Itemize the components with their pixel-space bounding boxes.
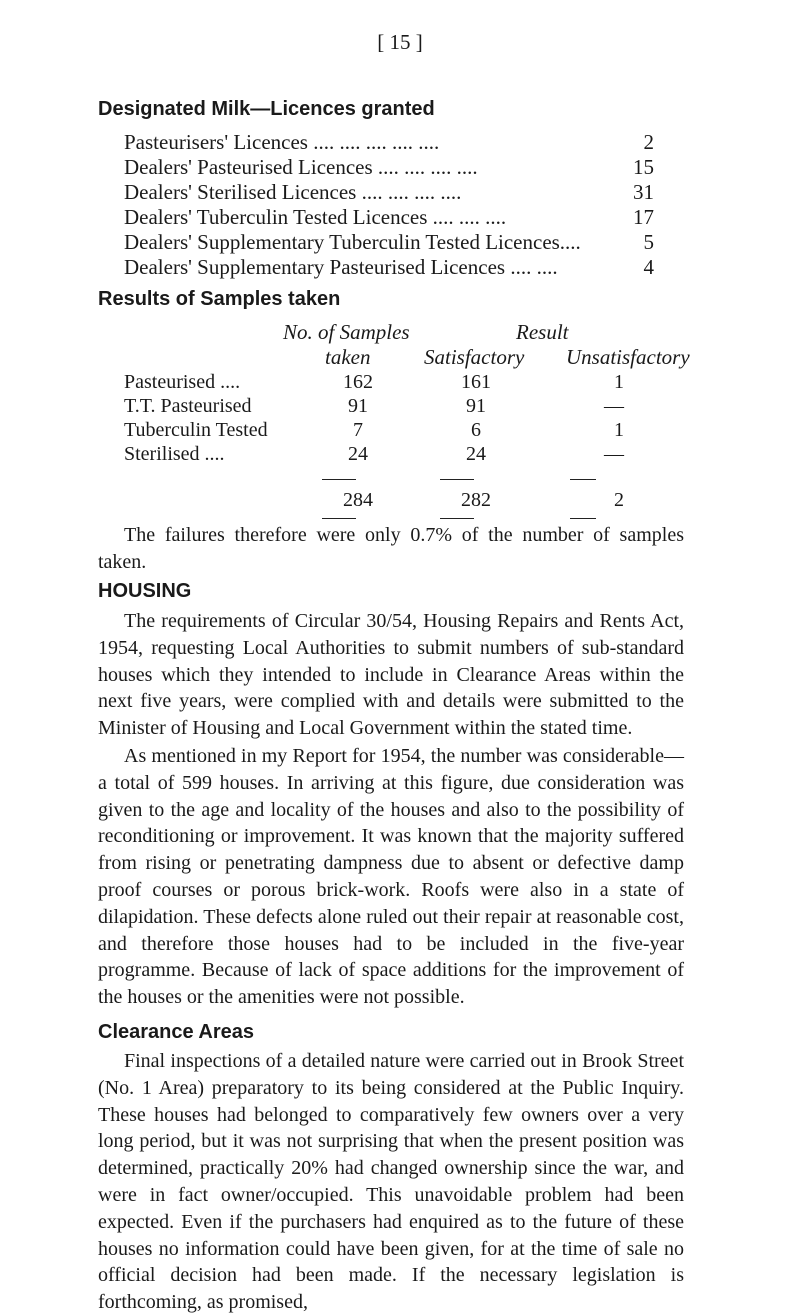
housing-heading: HOUSING bbox=[98, 580, 192, 602]
table-row bbox=[124, 442, 684, 466]
clearance-paragraph-1: Final inspections of a detailed nature were carried out in Brook Street (No. 1 Area) preparatory to its being considered at the Public Inquiry. These houses had belonged to comparatively few owners over a very long period, but it was not surprising that when the present position was determined, practically 20% had changed ownership since the war, and were in fact owner/occupied. This unavoidable problem had been expected. Even if the purchasers had enquired as to the future of these houses no information could have been given, for at the time of sale no official decision had been made. If the necessary legislation is forthcoming, as promised, bbox=[98, 1050, 684, 1314]
licence-count: 4 bbox=[643, 255, 654, 279]
housing-paragraph-1: The requirements of Circular 30/54, Housing Repairs and Rents Act, 1954, requesting Local Authorities to submit numbers of sub-standard houses which they intended to include in Clearance Areas within the next five years, were complied with and details were submitted to the Minister of Housing and Local Government within the stated time. bbox=[98, 610, 684, 740]
sample-unsatisfactory: 1 bbox=[614, 419, 624, 441]
total-rule-satisfactory bbox=[440, 479, 474, 480]
licence-label: Dealers' Pasteurised Licences .... .... .... .... bbox=[124, 155, 478, 179]
col-header-taken: taken bbox=[325, 345, 371, 369]
sample-unsatisfactory: — bbox=[604, 395, 624, 417]
licence-label: Dealers' Supplementary Pasteurised Licences .... .... bbox=[124, 255, 558, 279]
sample-type: T.T. Pasteurised bbox=[124, 395, 252, 417]
housing-paragraph-2: As mentioned in my Report for 1954, the number was considerable—a total of 599 houses. In arriving at this figure, due consideration was given to the age and locality of the houses and also to the possibility of reconditioning or improvement. It was known that the majority suffered from rising or penetrating dampness due to absent or defective damp proof courses or porous brick-work. Roofs were also in a state of dilapidation. These defects alone ruled out their repair at reasonable cost, and therefore those houses had to be included in the five-year programme. Because of lack of space additions for the improvement of the houses or the amenities were not possible. bbox=[98, 745, 684, 1009]
table-row bbox=[124, 370, 684, 394]
sample-type: Tuberculin Tested bbox=[124, 419, 268, 441]
licence-label: Dealers' Supplementary Tuberculin Tested Licences.... bbox=[124, 230, 581, 254]
sample-taken: 91 bbox=[348, 395, 368, 417]
licence-row bbox=[124, 230, 654, 254]
col-header-unsatisfactory: Unsatisfactory bbox=[566, 345, 690, 369]
total-taken: 284 bbox=[343, 489, 373, 511]
sample-taken: 24 bbox=[348, 443, 368, 465]
licence-row bbox=[124, 205, 654, 229]
total-underline-satisfactory bbox=[440, 518, 474, 519]
licence-row bbox=[124, 130, 654, 154]
total-rule-unsatisfactory bbox=[570, 479, 596, 480]
samples-heading: Results of Samples taken bbox=[98, 288, 341, 310]
licence-count: 17 bbox=[633, 205, 654, 229]
col-header-satisfactory: Satisfactory bbox=[424, 345, 525, 369]
sample-satisfactory: 91 bbox=[466, 395, 486, 417]
sample-unsatisfactory: — bbox=[604, 443, 624, 465]
total-rule-taken bbox=[322, 479, 356, 480]
total-underline-taken bbox=[322, 518, 356, 519]
licence-count: 2 bbox=[643, 130, 654, 154]
totals-row bbox=[124, 488, 684, 512]
designated-milk-heading: Designated Milk—Licences granted bbox=[98, 98, 435, 120]
sample-satisfactory: 6 bbox=[471, 419, 481, 441]
total-satisfactory: 282 bbox=[461, 489, 491, 511]
licence-label: Dealers' Sterilised Licences .... .... .... .... bbox=[124, 180, 462, 204]
licence-label: Dealers' Tuberculin Tested Licences .... .... .... bbox=[124, 205, 507, 229]
licence-row bbox=[124, 155, 654, 179]
sample-type: Sterilised .... bbox=[124, 443, 225, 465]
col-header-no-samples: No. of Samples bbox=[283, 320, 410, 344]
licence-count: 31 bbox=[633, 180, 654, 204]
sample-taken: 162 bbox=[343, 371, 373, 393]
table-row bbox=[124, 418, 684, 442]
table-row bbox=[124, 394, 684, 418]
licence-count: 15 bbox=[633, 155, 654, 179]
total-underline-unsatisfactory bbox=[570, 518, 596, 519]
licence-count: 5 bbox=[643, 230, 654, 254]
sample-unsatisfactory: 1 bbox=[614, 371, 624, 393]
sample-type: Pasteurised .... bbox=[124, 371, 241, 393]
licence-row bbox=[124, 255, 654, 279]
sample-satisfactory: 161 bbox=[461, 371, 491, 393]
page-number: [ 15 ] bbox=[377, 30, 423, 54]
sample-taken: 7 bbox=[353, 419, 363, 441]
licence-row bbox=[124, 180, 654, 204]
total-unsatisfactory: 2 bbox=[614, 489, 624, 511]
clearance-heading: Clearance Areas bbox=[98, 1021, 255, 1043]
failure-note: The failures therefore were only 0.7% of the number of samples taken. bbox=[98, 524, 684, 573]
licence-label: Pasteurisers' Licences .... .... .... .... .... bbox=[124, 130, 440, 154]
sample-satisfactory: 24 bbox=[466, 443, 486, 465]
col-header-result: Result bbox=[516, 320, 569, 344]
